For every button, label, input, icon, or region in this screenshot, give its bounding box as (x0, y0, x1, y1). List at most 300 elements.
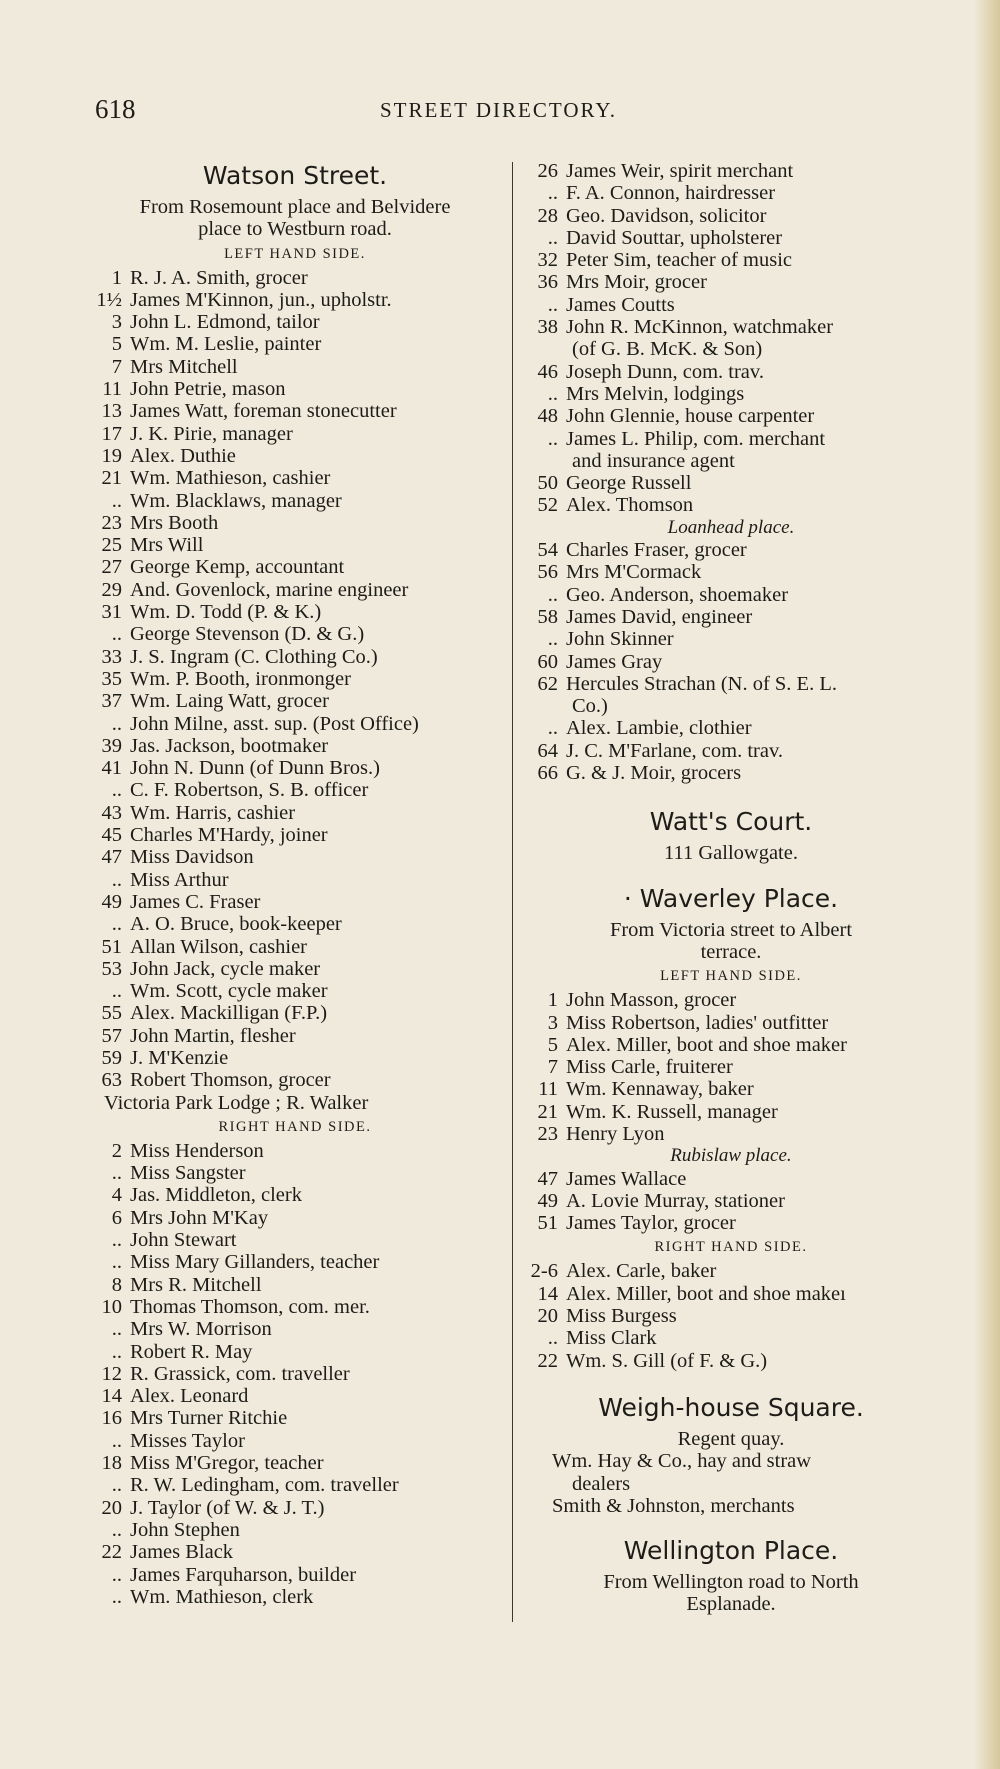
directory-entry (86, 1519, 504, 1541)
house-number: .. (111, 1474, 122, 1497)
house-number: 6 (111, 1206, 122, 1229)
house-number: 2-6 (530, 1260, 558, 1283)
resident-name: Miss M'Gregor, teacher (130, 1452, 324, 1475)
resident-name: James Wallace (566, 1167, 687, 1190)
side-label: RIGHT HAND SIDE. (218, 1118, 372, 1135)
directory-entry (522, 1101, 940, 1123)
house-number: 35 (101, 667, 122, 690)
street-route: From Rosemount place and Belvidere (139, 196, 451, 218)
directory-entry (86, 1564, 504, 1586)
directory-entry (86, 646, 504, 668)
house-number: 1 (111, 266, 122, 289)
resident-name: Wm. Harris, cashier (130, 801, 296, 824)
resident-name: Henry Lyon (566, 1122, 665, 1145)
house-number: 11 (538, 1078, 558, 1101)
house-number: .. (111, 1162, 122, 1185)
right-column (522, 160, 940, 1616)
directory-entry (522, 1190, 940, 1212)
resident-name: Miss Arthur (130, 868, 229, 891)
directory-entry (86, 1184, 504, 1206)
resident-name: Alex. Thomson (566, 494, 694, 517)
directory-entry (522, 673, 940, 695)
directory-entry (86, 936, 504, 958)
house-number: 49 (537, 1189, 558, 1212)
resident-name: Charles Fraser, grocer (566, 539, 747, 562)
resident-name: Mrs Moir, grocer (566, 271, 707, 294)
resident-name: Thomas Thomson, com. mer. (130, 1295, 370, 1318)
resident-name: John Masson, grocer (566, 989, 737, 1012)
page-header (0, 94, 1000, 128)
house-number: .. (111, 1563, 122, 1586)
house-number: 5 (111, 333, 122, 356)
resident-name: Wm. K. Russell, manager (566, 1100, 778, 1123)
resident-name: George Kemp, accountant (130, 556, 345, 579)
house-number: 39 (101, 734, 122, 757)
directory-entry (522, 294, 940, 316)
directory-entry (86, 356, 504, 378)
resident-name: Mrs Turner Ritchie (130, 1407, 288, 1430)
house-number: 21 (101, 467, 122, 490)
house-number: 22 (537, 1349, 558, 1372)
entry-text: Wm. Hay & Co., hay and straw (552, 1450, 812, 1473)
resident-name: Wm. Blacklaws, manager (130, 489, 342, 512)
directory-entry (86, 467, 504, 489)
directory-entry (86, 1474, 504, 1496)
entry-text: Smith & Johnston, merchants (552, 1494, 795, 1517)
resident-name: John L. Edmond, tailor (130, 311, 320, 334)
directory-entry (86, 1452, 504, 1474)
street-route: From Victoria street to Albert (609, 918, 853, 941)
house-number: 26 (537, 160, 558, 182)
directory-entry (522, 249, 940, 271)
directory-entry (522, 584, 940, 606)
directory-entry (86, 1207, 504, 1229)
directory-entry (86, 556, 504, 578)
page-edge (974, 0, 1000, 1769)
directory-entry (86, 423, 504, 445)
house-number: 43 (101, 801, 122, 824)
house-number: 33 (101, 645, 122, 668)
directory-entry (522, 205, 940, 227)
directory-entry (86, 601, 504, 623)
directory-entry (86, 1341, 504, 1363)
directory-entry (86, 1069, 504, 1091)
directory-entry (86, 1002, 504, 1024)
directory-entry (522, 740, 940, 762)
house-number: .. (111, 489, 122, 512)
house-number: 53 (101, 957, 122, 980)
directory-entry (86, 623, 504, 645)
resident-name: James Weir, spirit merchant (566, 160, 794, 182)
resident-name: Wm. Mathieson, clerk (130, 1585, 314, 1608)
resident-name: Miss Carle, fruiterer (566, 1056, 733, 1079)
directory-entry (522, 316, 940, 338)
resident-name: Geo. Anderson, shoemaker (566, 583, 789, 606)
house-number: .. (111, 868, 122, 891)
house-number: 22 (101, 1541, 122, 1564)
resident-name: Wm. P. Booth, ironmonger (130, 667, 351, 690)
directory-entry (86, 400, 504, 422)
resident-name: Alex. Miller, boot and shoe makeı (566, 1282, 846, 1305)
house-number: 3 (547, 1011, 558, 1034)
resident-name: Wm. D. Todd (P. & K.) (130, 601, 322, 624)
resident-name: Mrs W. Morrison (130, 1318, 272, 1341)
directory-entry (522, 227, 940, 249)
directory-entry (522, 428, 940, 450)
resident-name: John Milne, asst. sup. (Post Office) (130, 712, 419, 735)
street-route: Regent quay. (677, 1427, 785, 1450)
house-number: .. (111, 779, 122, 802)
entry-list (522, 1260, 940, 1371)
house-number: 49 (101, 890, 122, 913)
directory-entry (86, 378, 504, 400)
directory-entry (86, 1407, 504, 1429)
house-number: .. (111, 623, 122, 646)
directory-entry (522, 1283, 940, 1305)
directory-entry (522, 1078, 940, 1100)
resident-name: R. J. A. Smith, grocer (130, 266, 308, 289)
directory-entry (522, 1260, 940, 1282)
house-number: 52 (537, 494, 558, 517)
resident-name: Allan Wilson, cashier (130, 935, 307, 958)
entry-text: dealers (572, 1472, 631, 1495)
directory-entry (86, 735, 504, 757)
house-number: .. (547, 628, 558, 651)
directory-entry (86, 1140, 504, 1162)
resident-name: James C. Fraser (130, 890, 261, 913)
running-head: STREET DIRECTORY. (380, 98, 618, 122)
directory-entry (522, 561, 940, 583)
entry-list (86, 267, 504, 1092)
directory-entry (86, 1025, 504, 1047)
directory-entry (86, 1274, 504, 1296)
house-number: 13 (101, 400, 122, 423)
house-number: .. (111, 1518, 122, 1541)
directory-entry (86, 1251, 504, 1273)
directory-entry (522, 383, 940, 405)
directory-entry (86, 333, 504, 355)
directory-entry (86, 579, 504, 601)
directory-entry (86, 869, 504, 891)
directory-entry (86, 846, 504, 868)
resident-name: John Skinner (566, 628, 674, 651)
house-number: .. (111, 1340, 122, 1363)
directory-entry (86, 1541, 504, 1563)
resident-name: J. K. Pirie, manager (130, 422, 293, 445)
directory-entry (86, 824, 504, 846)
resident-name: F. A. Connon, hairdresser (566, 182, 776, 205)
directory-entry (86, 1363, 504, 1385)
house-number: 36 (537, 271, 558, 294)
house-number: 23 (101, 511, 122, 534)
resident-name: Jas. Jackson, bootmaker (130, 734, 329, 757)
directory-entry (86, 1229, 504, 1251)
resident-name: G. & J. Moir, grocers (566, 762, 742, 785)
house-number: 56 (537, 561, 558, 584)
street-route: terrace. (700, 940, 762, 963)
resident-name: James Black (130, 1541, 234, 1564)
resident-name: James Watt, foreman stonecutter (130, 400, 397, 423)
house-number: 28 (537, 204, 558, 227)
directory-entry (522, 182, 940, 204)
resident-name: Mrs R. Mitchell (130, 1273, 262, 1296)
house-number: 16 (101, 1407, 122, 1430)
entry-list (86, 1140, 504, 1608)
resident-name: James M'Kinnon, jun., upholstr. (130, 288, 392, 311)
house-number: 51 (537, 1212, 558, 1235)
house-number: .. (111, 1429, 122, 1452)
house-number: 57 (101, 1024, 122, 1047)
resident-name: Miss Clark (566, 1327, 657, 1350)
house-number: 50 (537, 472, 558, 495)
house-number: .. (547, 382, 558, 405)
house-number: 11 (102, 378, 122, 401)
directory-entry (86, 891, 504, 913)
directory-entry (522, 606, 940, 628)
house-number: 21 (537, 1100, 558, 1123)
resident-name: James Gray (566, 650, 663, 673)
resident-name: Miss Davidson (130, 846, 254, 869)
directory-entry (522, 405, 940, 427)
house-number: .. (111, 1318, 122, 1341)
street-route: place to Westburn road. (198, 218, 392, 241)
directory-entry (86, 1047, 504, 1069)
house-number: 7 (111, 355, 122, 378)
house-number: 60 (537, 650, 558, 673)
street-heading-wellington: Wellington Place. (623, 1536, 839, 1566)
house-number: .. (547, 427, 558, 450)
directory-entry (522, 1123, 940, 1145)
entry-continuation: and insurance agent (572, 449, 735, 472)
house-number: 31 (101, 601, 122, 624)
column-divider (512, 162, 513, 1622)
house-number: .. (111, 1251, 122, 1274)
resident-name: J. S. Ingram (C. Clothing Co.) (130, 645, 378, 668)
house-number: .. (547, 583, 558, 606)
directory-entry (522, 1350, 940, 1372)
directory-entry (86, 1497, 504, 1519)
resident-name: Wm. Kennaway, baker (566, 1078, 754, 1101)
resident-name: Wm. Laing Watt, grocer (130, 690, 329, 713)
section-subheading: Loanhead place. (667, 516, 795, 538)
resident-name: James L. Philip, com. merchant (566, 427, 826, 450)
resident-name: R. W. Ledingham, com. traveller (130, 1474, 399, 1497)
house-number: 8 (111, 1273, 122, 1296)
house-number: 45 (101, 824, 122, 847)
resident-name: David Souttar, upholsterer (566, 226, 783, 249)
directory-entry (86, 713, 504, 735)
resident-name: John Glennie, house carpenter (566, 405, 815, 428)
house-number: 4 (111, 1184, 122, 1207)
directory-entry (522, 1327, 940, 1349)
resident-name: Jas. Middleton, clerk (130, 1184, 302, 1207)
house-number: .. (111, 1229, 122, 1252)
resident-name: John Martin, flesher (130, 1024, 296, 1047)
house-number: 27 (101, 556, 122, 579)
directory-entry (86, 958, 504, 980)
directory-entry (86, 690, 504, 712)
house-number: 51 (101, 935, 122, 958)
resident-name: Wm. M. Leslie, painter (130, 333, 322, 356)
house-number: 32 (537, 249, 558, 272)
resident-name: C. F. Robertson, S. B. officer (130, 779, 369, 802)
resident-name: Mrs Booth (130, 511, 219, 534)
house-number: 62 (537, 672, 558, 695)
house-number: 47 (537, 1167, 558, 1190)
resident-name: Miss Burgess (566, 1305, 677, 1328)
resident-name: Wm. Scott, cycle maker (130, 980, 328, 1003)
house-number: 19 (101, 444, 122, 467)
resident-name: Robert Thomson, grocer (130, 1069, 331, 1092)
left-column (86, 160, 504, 1608)
house-number: 5 (547, 1033, 558, 1056)
resident-name: Mrs Will (130, 534, 204, 557)
directory-entry (522, 717, 940, 739)
directory-entry (522, 1305, 940, 1327)
house-number: .. (547, 226, 558, 249)
house-number: 1 (547, 989, 558, 1012)
street-route: Esplanade. (686, 1593, 776, 1616)
section-subheading: Rubislaw place. (670, 1145, 792, 1167)
house-number: 38 (537, 316, 558, 339)
entry-list (522, 539, 940, 784)
directory-entry (86, 1385, 504, 1407)
house-number: 12 (101, 1362, 122, 1385)
resident-name: R. Grassick, com. traveller (130, 1362, 350, 1385)
resident-name: Miss Mary Gillanders, teacher (130, 1251, 380, 1274)
directory-entry (522, 494, 940, 516)
resident-name: Alex. Leonard (130, 1385, 249, 1408)
resident-name: Alex. Lambie, clothier (566, 717, 752, 740)
directory-entry (522, 1056, 940, 1078)
house-number: 2 (111, 1139, 122, 1162)
resident-name: John Stewart (130, 1229, 237, 1252)
directory-entry (86, 534, 504, 556)
house-number: .. (547, 1327, 558, 1350)
street-heading-weighhouse: Weigh-house Square. (598, 1392, 864, 1422)
house-number: 46 (537, 360, 558, 383)
page-number: 618 (95, 94, 136, 124)
house-number: 14 (101, 1385, 122, 1408)
house-number: 1½ (96, 288, 122, 311)
resident-name: Mrs Melvin, lodgings (566, 382, 745, 405)
house-number: .. (547, 182, 558, 205)
resident-name: Wm. Mathieson, cashier (130, 467, 331, 490)
house-number: 64 (537, 739, 558, 762)
resident-name: Hercules Strachan (N. of S. E. L. (566, 672, 837, 695)
house-number: 55 (101, 1002, 122, 1025)
house-number: 14 (537, 1282, 558, 1305)
house-number: 23 (537, 1122, 558, 1145)
directory-entry (522, 762, 940, 784)
directory-entry (86, 668, 504, 690)
house-number: 59 (101, 1046, 122, 1069)
lodge-line: Victoria Park Lodge ; R. Walker (104, 1091, 369, 1114)
resident-name: James Taylor, grocer (566, 1212, 736, 1235)
house-number: 7 (547, 1056, 558, 1079)
house-number: 47 (101, 846, 122, 869)
directory-entry (86, 779, 504, 801)
directory-entry (522, 1034, 940, 1056)
house-number: 25 (101, 534, 122, 557)
resident-name: J. C. M'Farlane, com. trav. (566, 739, 784, 762)
house-number: .. (111, 913, 122, 936)
resident-name: A. Lovie Murray, stationer (566, 1189, 785, 1212)
resident-name: Miss Sangster (130, 1162, 246, 1185)
resident-name: Alex. Miller, boot and shoe maker (566, 1033, 847, 1056)
directory-entry (86, 1586, 504, 1608)
directory-entry (86, 445, 504, 467)
resident-name: George Russell (566, 472, 692, 495)
house-number: 17 (101, 422, 122, 445)
resident-name: John Stephen (130, 1518, 240, 1541)
resident-name: Mrs M'Cormack (566, 561, 702, 584)
directory-entry (522, 160, 940, 182)
street-heading-waverley: · Waverley Place. (623, 883, 839, 913)
resident-name: Joseph Dunn, com. trav. (566, 360, 764, 383)
house-number: 63 (101, 1069, 122, 1092)
resident-name: Miss Robertson, ladies' outfitter (566, 1011, 829, 1034)
resident-name: John R. McKinnon, watchmaker (566, 316, 834, 339)
house-number: 20 (537, 1305, 558, 1328)
directory-entry (522, 361, 940, 383)
side-label: LEFT HAND SIDE. (224, 245, 366, 262)
directory-entry (86, 490, 504, 512)
directory-entry (522, 271, 940, 293)
directory-entry (522, 651, 940, 673)
house-number: .. (111, 712, 122, 735)
directory-entry (522, 628, 940, 650)
house-number: 18 (101, 1452, 122, 1475)
house-number: .. (547, 293, 558, 316)
directory-entry (86, 1430, 504, 1452)
resident-name: Alex. Duthie (130, 444, 236, 467)
street-route: 111 Gallowgate. (664, 842, 798, 865)
resident-name: J. Taylor (of W. & J. T.) (130, 1496, 325, 1519)
directory-entry (522, 1212, 940, 1234)
directory-entry (522, 1168, 940, 1190)
house-number: 20 (101, 1496, 122, 1519)
house-number: .. (111, 1585, 122, 1608)
directory-entry (86, 980, 504, 1002)
resident-name: A. O. Bruce, book-keeper (130, 913, 342, 936)
street-route: From Wellington road to North (603, 1571, 859, 1594)
resident-name: And. Govenlock, marine engineer (130, 578, 409, 601)
resident-name: Peter Sim, teacher of music (566, 249, 793, 272)
resident-name: Charles M'Hardy, joiner (130, 824, 328, 847)
house-number: 66 (537, 762, 558, 785)
house-number: .. (547, 717, 558, 740)
directory-entry (86, 1318, 504, 1340)
entry-list (522, 989, 940, 1145)
entry-list (522, 160, 940, 517)
resident-name: Alex. Mackilligan (F.P.) (130, 1002, 328, 1025)
street-heading-watson: Watson Street. (202, 161, 388, 190)
directory-entry (86, 757, 504, 779)
directory-entry (86, 289, 504, 311)
directory-entry (522, 539, 940, 561)
directory-entry (522, 472, 940, 494)
house-number: 54 (537, 539, 558, 562)
directory-entry (86, 1162, 504, 1184)
directory-entry (86, 267, 504, 289)
side-label: LEFT HAND SIDE. (660, 968, 802, 985)
house-number: 3 (111, 311, 122, 334)
house-number: 29 (101, 578, 122, 601)
directory-entry (522, 1012, 940, 1034)
street-heading-watts-court: Watt's Court. (649, 807, 813, 837)
entry-list (522, 1168, 940, 1235)
